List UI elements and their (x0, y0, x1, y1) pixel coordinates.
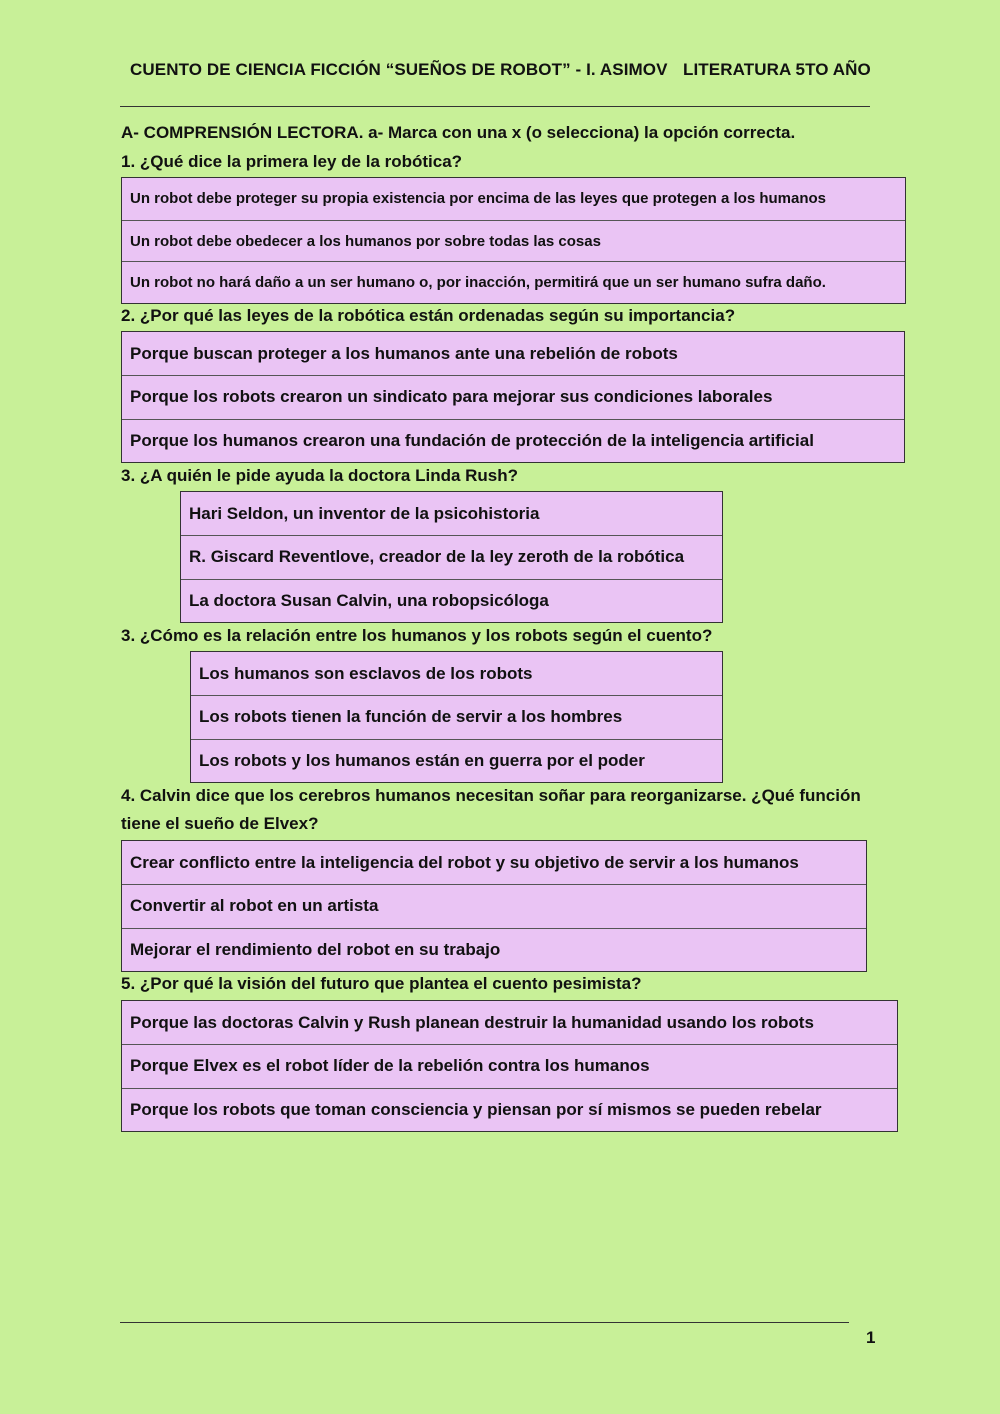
question-5-option-c[interactable]: Porque los robots que toman consciencia y piensan por sí mismos se pueden rebelar (122, 1088, 897, 1131)
question-2-options (121, 331, 905, 463)
question-4-text-line-1: 4. Calvin dice que los cerebros humanos necesitan soñar para reorganizarse. ¿Qué función (121, 786, 861, 805)
header-divider (120, 106, 870, 107)
section-heading: A- COMPRENSIÓN LECTORA. a- Marca con una x (o selecciona) la opción correcta. (121, 123, 796, 142)
question-4-text-line-2: tiene el sueño de Elvex? (121, 814, 319, 833)
question-3-option-c[interactable]: La doctora Susan Calvin, una robopsicóloga (181, 579, 722, 622)
question-2-option-a[interactable]: Porque buscan proteger a los humanos ante una rebelión de robots (130, 343, 678, 363)
question-5-text: 5. ¿Por qué la visión del futuro que plantea el cuento pesimista? (121, 974, 642, 993)
question-3b-option-b[interactable]: Los robots tienen la función de servir a los hombres (191, 695, 722, 738)
question-1-text: 1. ¿Qué dice la primera ley de la robótica? (121, 152, 463, 171)
page-number: 1 (866, 1328, 876, 1347)
question-3b-option-a[interactable]: Los humanos son esclavos de los robots (199, 663, 533, 683)
question-4-option-a[interactable]: Crear conflicto entre la inteligencia del robot y su objetivo de servir a los humanos (130, 852, 799, 872)
question-2-text: 2. ¿Por qué las leyes de la robótica están ordenadas según su importancia? (121, 306, 736, 325)
question-1-option-c[interactable]: Un robot no hará daño a un ser humano o, por inacción, permitirá que un ser humano sufra daño. (122, 261, 905, 303)
question-2-option-b[interactable]: Porque los robots crearon un sindicato para mejorar sus condiciones laborales (122, 375, 904, 418)
question-1-option-a[interactable]: Un robot debe proteger su propia existencia por encima de las leyes que protegen a los humanos (130, 190, 827, 208)
question-3-text: 3. ¿A quién le pide ayuda la doctora Linda Rush? (121, 466, 519, 485)
question-1-option-b[interactable]: Un robot debe obedecer a los humanos por sobre todas las cosas (122, 220, 905, 262)
question-3-options (180, 491, 723, 623)
question-5-options (121, 1000, 898, 1132)
question-3b-option-c[interactable]: Los robots y los humanos están en guerra por el poder (191, 739, 722, 782)
question-4-options (121, 840, 867, 972)
page-header (130, 60, 890, 80)
question-2-option-c[interactable]: Porque los humanos crearon una fundación de protección de la inteligencia artificial (122, 419, 904, 462)
question-5-option-a[interactable]: Porque las doctoras Calvin y Rush planean destruir la humanidad usando los robots (130, 1012, 814, 1032)
question-1-options (121, 177, 906, 304)
question-3-option-b[interactable]: R. Giscard Reventlove, creador de la ley zeroth de la robótica (181, 535, 722, 578)
question-3b-text: 3. ¿Cómo es la relación entre los humanos y los robots según el cuento? (121, 626, 713, 645)
footer-divider (120, 1322, 849, 1323)
question-3-option-a[interactable]: Hari Seldon, un inventor de la psicohistoria (189, 503, 540, 523)
question-4-option-b[interactable]: Convertir al robot en un artista (122, 884, 866, 927)
question-3b-options (190, 651, 723, 783)
question-4-option-c[interactable]: Mejorar el rendimiento del robot en su trabajo (122, 928, 866, 971)
document-title: CUENTO DE CIENCIA FICCIÓN “SUEÑOS DE ROBOT” - I. ASIMOV (130, 60, 668, 79)
subject-label: LITERATURA 5TO AÑO (683, 60, 871, 79)
question-5-option-b[interactable]: Porque Elvex es el robot líder de la rebelión contra los humanos (122, 1044, 897, 1087)
